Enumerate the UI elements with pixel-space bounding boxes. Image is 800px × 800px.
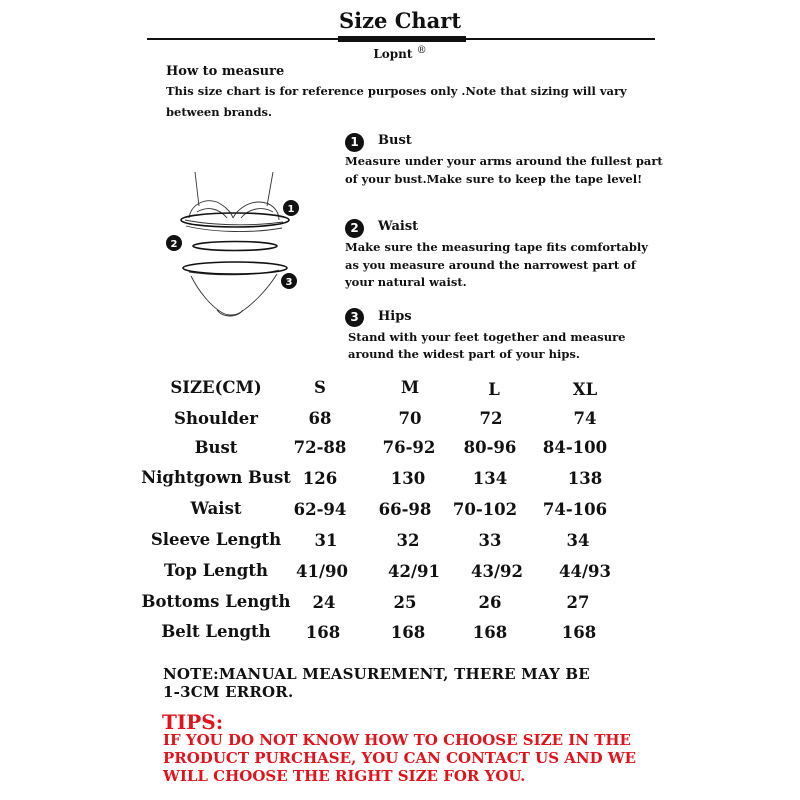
table-cell: 72: [479, 409, 503, 428]
step-line: around the widest part of your hips.: [348, 347, 580, 361]
table-cell: 74: [573, 409, 597, 428]
table-cell: 138: [567, 469, 603, 488]
table-cell: 24: [312, 593, 336, 612]
table-row-label: Nightgown Bust: [141, 468, 291, 487]
table-header-cell: S: [314, 378, 326, 397]
table-cell: 168: [305, 623, 341, 642]
table-cell: 41/90: [296, 562, 348, 581]
step-number-icon: 3: [345, 308, 364, 327]
table-cell: 33: [478, 531, 502, 550]
tips-line: IF YOU DO NOT KNOW HOW TO CHOOSE SIZE IN THE: [163, 731, 631, 749]
table-cell: 76-92: [382, 438, 436, 457]
table-row-label: Shoulder: [174, 409, 258, 428]
table-header-cell: L: [488, 380, 500, 399]
measurement-illustration: [155, 160, 315, 330]
note-line: NOTE:MANUAL MEASUREMENT, THERE MAY BE: [163, 665, 590, 683]
step-line: Measure under your arms around the fullest part: [345, 154, 663, 168]
step-title-hips: Hips: [378, 309, 412, 324]
table-cell: 168: [472, 623, 508, 642]
table-cell: 72-88: [293, 438, 347, 457]
tips-heading: TIPS:: [162, 710, 224, 734]
tips-line: WILL CHOOSE THE RIGHT SIZE FOR YOU.: [163, 767, 526, 785]
figure-marker: 3: [285, 277, 293, 288]
table-row-label: Waist: [190, 499, 242, 518]
table-cell: 168: [390, 623, 426, 642]
registered-mark: ®: [416, 45, 427, 56]
step-line: Stand with your feet together and measure: [348, 330, 626, 344]
intro-line: This size chart is for reference purposes only .Note that sizing will vary: [166, 84, 627, 98]
title-rule-accent: [338, 36, 466, 42]
table-cell: 168: [561, 623, 597, 642]
step-title-bust: Bust: [378, 133, 412, 148]
table-cell: 130: [390, 469, 426, 488]
how-to-measure-heading: How to measure: [166, 64, 285, 79]
step-line: your natural waist.: [345, 275, 467, 289]
tips-line: PRODUCT PURCHASE, YOU CAN CONTACT US AND WE: [163, 749, 637, 767]
table-cell: 126: [302, 469, 338, 488]
table-row-label: Top Length: [164, 561, 268, 580]
brand-name: Lopnt: [373, 47, 413, 61]
table-cell: 34: [566, 531, 590, 550]
step-line: of your bust.Make sure to keep the tape level!: [345, 172, 643, 186]
figure-marker: 1: [287, 204, 295, 215]
table-cell: 26: [478, 593, 502, 612]
table-cell: 27: [566, 593, 590, 612]
step-title-waist: Waist: [378, 219, 419, 234]
figure-marker: 2: [170, 239, 178, 250]
table-cell: 62-94: [293, 500, 347, 519]
step-number-icon: 2: [345, 219, 364, 238]
table-cell: 43/92: [471, 562, 523, 581]
table-cell: 44/93: [559, 562, 611, 581]
brand-line: [0, 45, 800, 61]
table-row-label: Bust: [194, 438, 238, 457]
table-cell: 32: [396, 531, 420, 550]
table-cell: 84-100: [542, 438, 608, 457]
table-cell: 42/91: [388, 562, 440, 581]
step-line: Make sure the measuring tape fits comfortably: [345, 240, 648, 254]
table-cell: 25: [393, 593, 417, 612]
step-line: as you measure around the narrowest part of: [345, 258, 636, 272]
table-cell: 31: [314, 531, 338, 550]
table-cell: 70-102: [452, 500, 518, 519]
table-header-cell: M: [400, 378, 420, 397]
step-number-icon: 1: [345, 133, 364, 152]
table-cell: 66-98: [378, 500, 432, 519]
table-cell: 134: [472, 469, 508, 488]
intro-line: between brands.: [166, 105, 272, 119]
table-cell: 70: [398, 409, 422, 428]
table-cell: 74-106: [542, 500, 608, 519]
table-header-cell: XL: [572, 380, 598, 399]
page-title: Size Chart: [338, 8, 462, 33]
table-row-label: Sleeve Length: [150, 530, 282, 549]
table-cell: 68: [308, 409, 332, 428]
table-header-cell: SIZE(CM): [170, 378, 262, 397]
table-row-label: Bottoms Length: [141, 592, 291, 611]
table-row-label: Belt Length: [161, 622, 271, 641]
table-cell: 80-96: [463, 438, 517, 457]
note-line: 1-3CM ERROR.: [163, 683, 294, 701]
